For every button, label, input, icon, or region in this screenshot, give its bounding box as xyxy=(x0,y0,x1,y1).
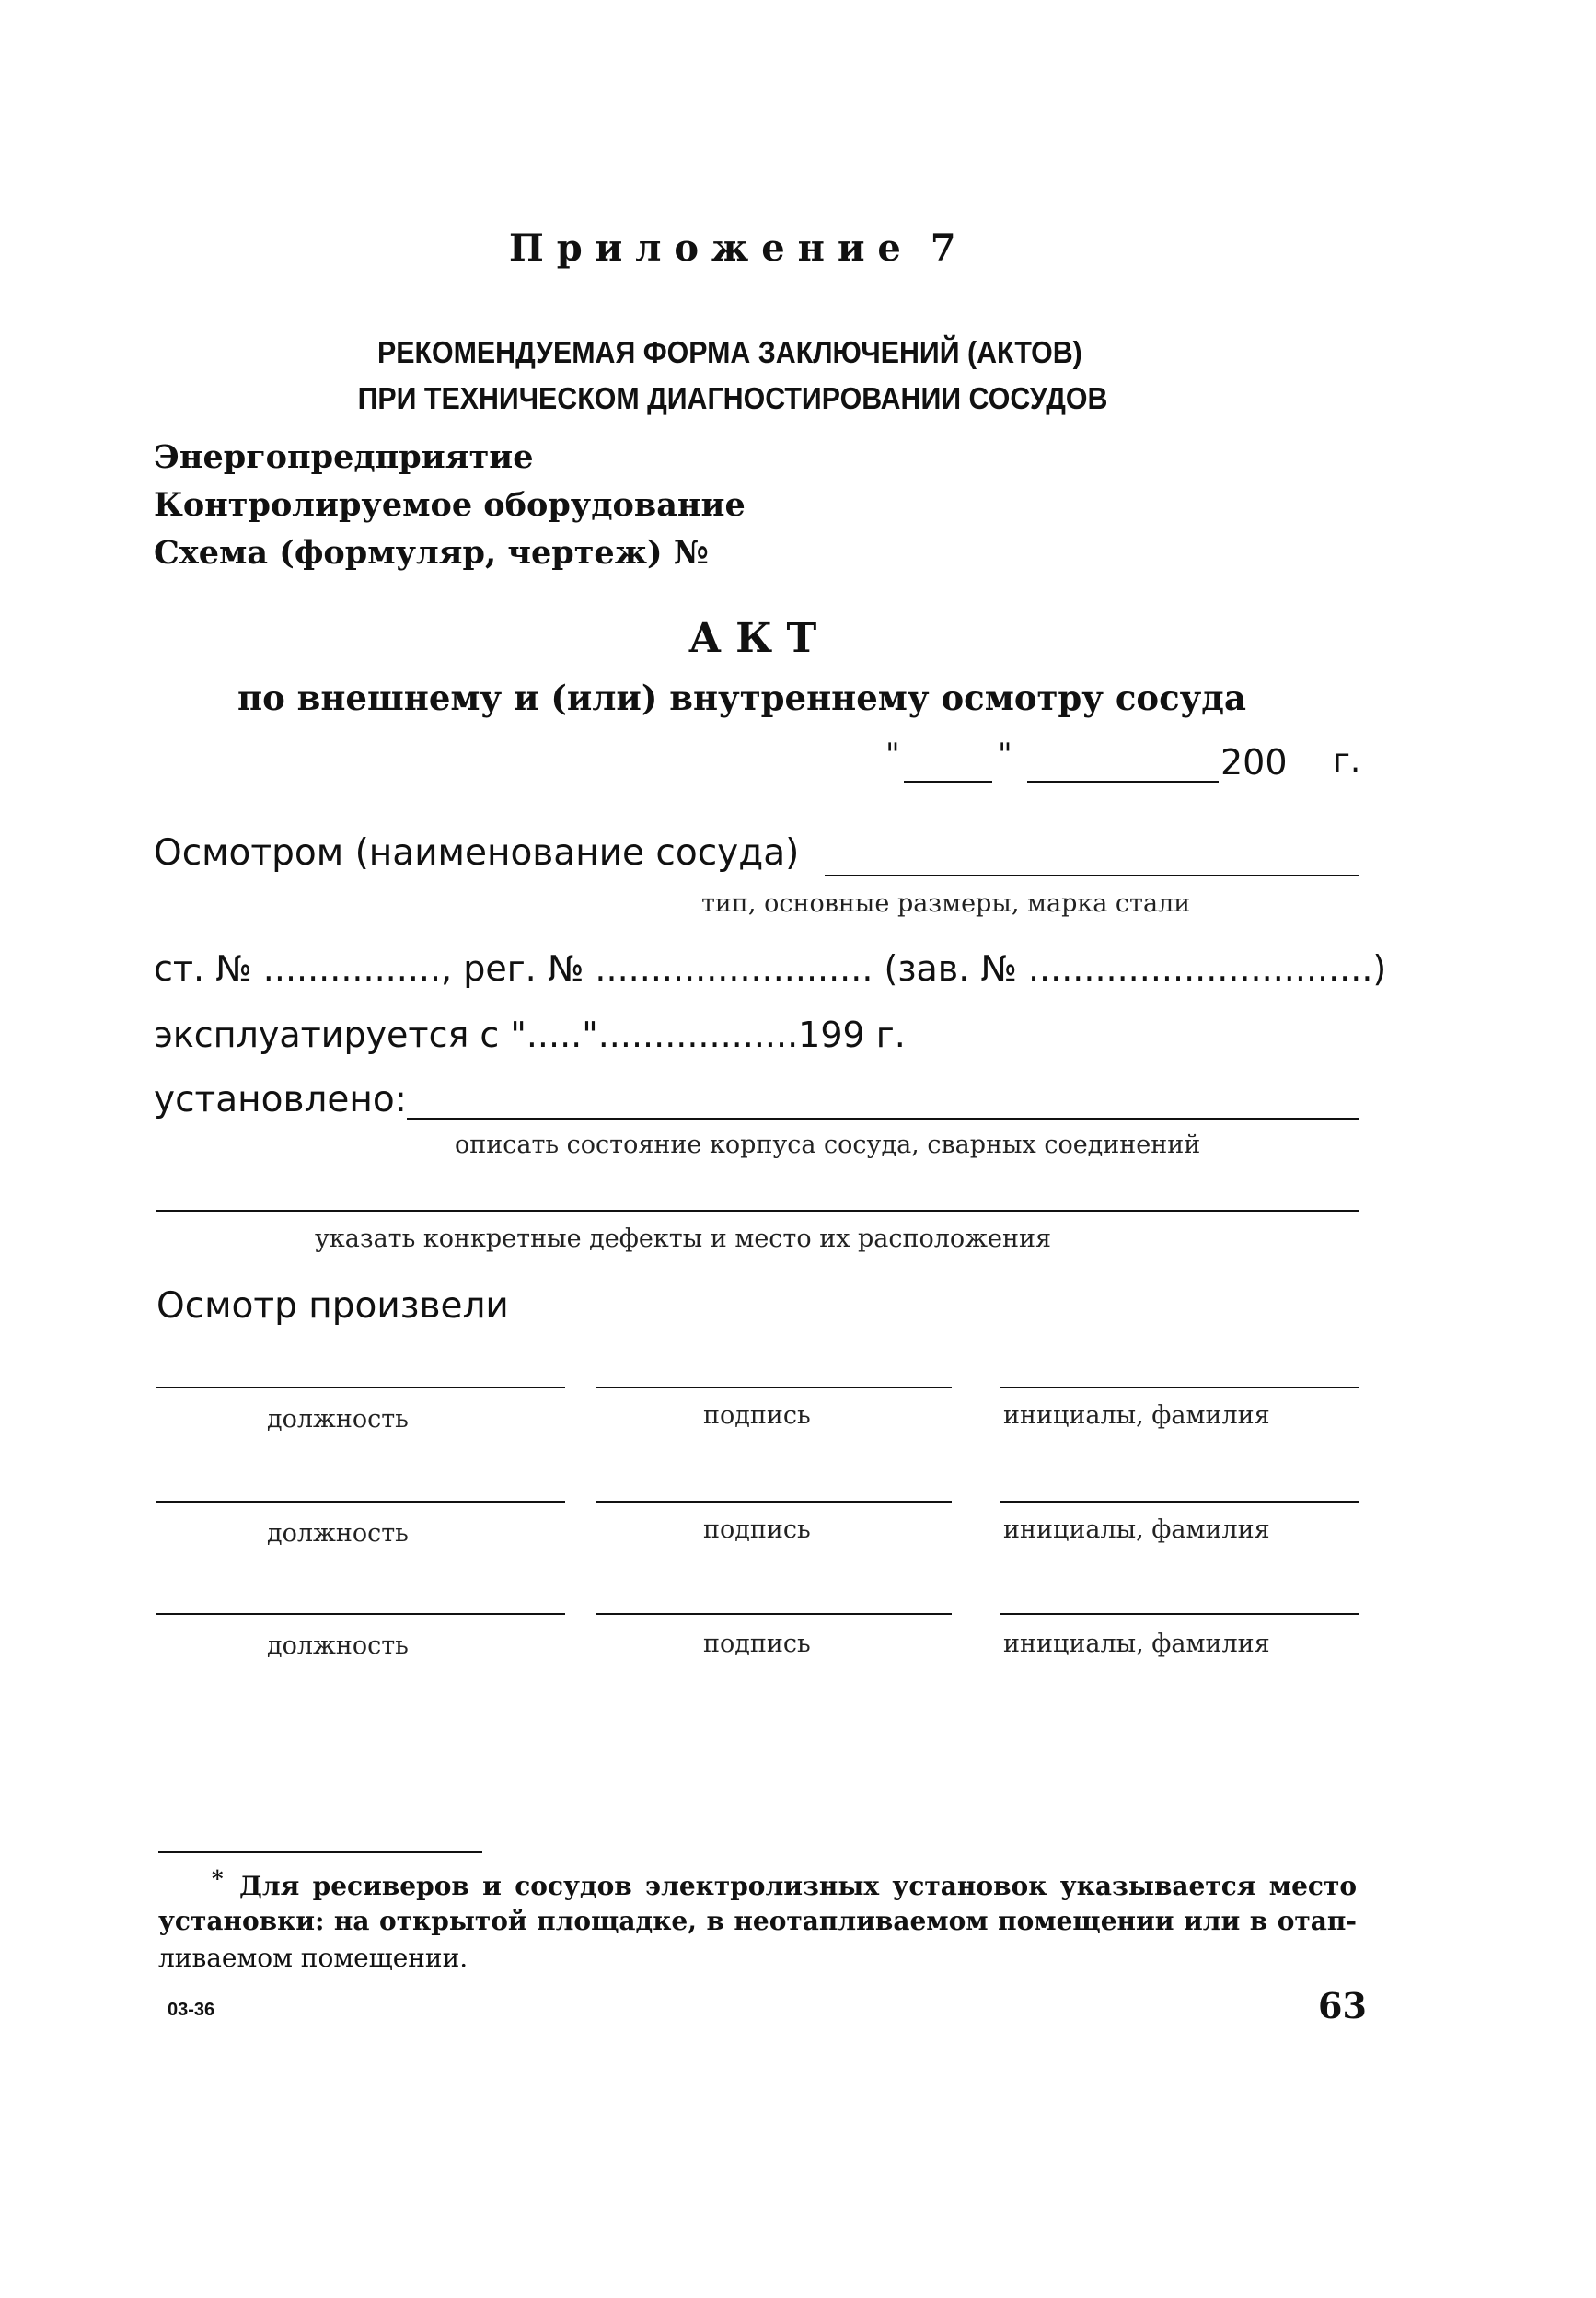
footnote-line-1: Для ресиверов и сосудов электролизных установок указывается место xyxy=(239,1871,1357,1901)
date-open-quote: " xyxy=(885,737,900,773)
name-line xyxy=(1000,1501,1359,1503)
operated-since-line: эксплуатируется с "....."..................199 г. xyxy=(154,1015,906,1055)
act-title: А К Т xyxy=(688,615,817,662)
appendix-label xyxy=(509,226,956,270)
date-month-blank xyxy=(1027,781,1219,783)
heading-line-2: ПРИ ТЕХНИЧЕСКОМ ДИАГНОСТИРОВАНИИ СОСУДОВ xyxy=(357,381,1108,415)
name-caption: инициалы, фамилия xyxy=(1003,1630,1270,1658)
established-blank-line xyxy=(407,1118,1359,1120)
established-label: установлено: xyxy=(154,1079,407,1120)
date-year: 200 xyxy=(1220,742,1288,783)
performed-by-label: Осмотр произвели xyxy=(156,1285,509,1327)
date-year-suffix: г. xyxy=(1333,742,1361,780)
signature-line xyxy=(596,1501,952,1503)
scheme-label: Схема (формуляр, чертеж) № xyxy=(154,534,709,572)
numbers-line: ст. № ................, рег. № ......................... (зав. № ...............................) xyxy=(154,948,1387,989)
act-subtitle: по внешнему и (или) внутреннему осмотру сосуда xyxy=(237,678,1246,718)
position-line xyxy=(156,1387,565,1388)
defects-caption: указать конкретные дефекты и место их расположения xyxy=(315,1224,1052,1253)
name-line xyxy=(1000,1613,1359,1615)
appendix-number: 7 xyxy=(930,226,956,270)
enterprise-label: Энергопредприятие xyxy=(154,438,534,476)
inspection-caption: тип, основные размеры, марка стали xyxy=(701,889,1191,918)
heading-line-1: РЕКОМЕНДУЕМАЯ ФОРМА ЗАКЛЮЧЕНИЙ (АКТОВ) xyxy=(377,335,1082,369)
defects-blank-line xyxy=(156,1210,1359,1212)
appendix-word: П р и л о ж е н и е xyxy=(509,226,901,270)
footnote-separator xyxy=(158,1851,482,1853)
equipment-label: Контролируемое оборудование xyxy=(154,486,746,524)
footnote-line-3: ливаемом помещении. xyxy=(158,1943,468,1973)
position-caption: должность xyxy=(267,1631,409,1660)
inspection-label: Осмотром (наименование сосуда) xyxy=(154,832,800,874)
position-line xyxy=(156,1613,565,1615)
name-caption: инициалы, фамилия xyxy=(1003,1401,1270,1430)
name-line xyxy=(1000,1387,1359,1388)
footnote-marker: * xyxy=(212,1865,224,1892)
position-caption: должность xyxy=(267,1519,409,1548)
position-caption: должность xyxy=(267,1405,409,1433)
signature-line xyxy=(596,1613,952,1615)
signature-caption: подпись xyxy=(703,1515,811,1544)
date-close-quote: " xyxy=(998,737,1012,773)
date-day-blank xyxy=(904,781,992,783)
inspection-blank-line xyxy=(825,875,1359,876)
print-code: 03-36 xyxy=(168,2000,215,2020)
position-line xyxy=(156,1501,565,1503)
name-caption: инициалы, фамилия xyxy=(1003,1515,1270,1544)
established-caption: описать состояние корпуса сосуда, сварных соединений xyxy=(455,1131,1201,1159)
page-number: 63 xyxy=(1318,1985,1367,2026)
footnote-line-2: установки: на открытой площадке, в неотапливаемом помещении или в отап- xyxy=(158,1906,1357,1936)
signature-caption: подпись xyxy=(703,1401,811,1430)
signature-caption: подпись xyxy=(703,1630,811,1658)
signature-line xyxy=(596,1387,952,1388)
